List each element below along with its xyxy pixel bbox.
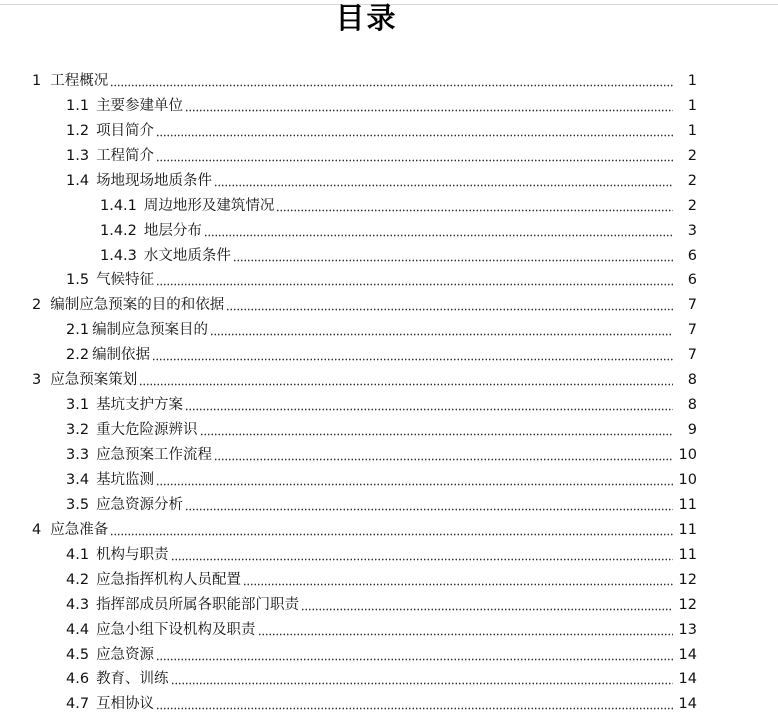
toc-entry-number: 3.5 <box>66 496 90 513</box>
toc-entry-page-number: 14 <box>678 696 697 713</box>
toc-entry-number: 4.1 <box>66 546 90 563</box>
toc-dot-leader <box>276 209 673 212</box>
toc-dot-leader <box>156 658 673 661</box>
toc-entry-number: 4.2 <box>66 571 90 588</box>
toc-dot-leader <box>301 608 673 611</box>
toc-dot-leader <box>156 283 673 286</box>
toc-entry[interactable] <box>0 68 778 93</box>
toc-entry[interactable] <box>0 367 778 392</box>
toc-dot-leader <box>243 583 673 586</box>
toc-entry-title: 应急准备 <box>50 521 109 538</box>
toc-entry-number: 4.6 <box>66 671 90 688</box>
toc-dot-leader <box>139 383 673 386</box>
toc-entry-title: 互相协议 <box>96 696 155 713</box>
toc-entry[interactable] <box>0 243 778 268</box>
toc-dot-leader <box>171 682 673 685</box>
toc-entry-page-number: 1 <box>687 97 697 114</box>
toc-entry[interactable] <box>0 567 778 592</box>
toc-entry[interactable] <box>0 467 778 492</box>
toc-entry[interactable] <box>0 317 778 342</box>
toc-entry-title: 周边地形及建筑情况 <box>143 197 275 214</box>
toc-entry-page-number: 7 <box>687 322 697 339</box>
toc-dot-leader <box>156 159 673 162</box>
toc-entry-title: 重大危险源辨识 <box>96 422 198 439</box>
toc-entry-title: 应急预案策划 <box>50 372 138 389</box>
toc-entry-number: 1.3 <box>66 147 90 164</box>
toc-entry[interactable] <box>0 168 778 193</box>
toc-entry[interactable] <box>0 417 778 442</box>
toc-entry-number: 1.4 <box>66 172 90 189</box>
toc-entry-number: 2 <box>32 297 42 314</box>
toc-entry-title: 气候特征 <box>96 272 155 289</box>
toc-entry-page-number: 2 <box>687 172 697 189</box>
toc-entry-page-number: 7 <box>687 347 697 364</box>
toc-entry-number: 1.5 <box>66 272 90 289</box>
toc-dot-leader <box>110 533 673 536</box>
toc-entry[interactable] <box>0 442 778 467</box>
toc-entry[interactable] <box>0 392 778 417</box>
toc-entry-page-number: 6 <box>687 247 697 264</box>
toc-dot-leader <box>185 408 673 411</box>
toc-entry-number: 1.4.2 <box>100 222 137 239</box>
toc-entry-page-number: 1 <box>687 72 697 89</box>
toc-dot-leader <box>185 508 673 511</box>
toc-entry-number: 1.1 <box>66 97 90 114</box>
toc-entry-title: 编制依据 <box>92 347 151 364</box>
toc-entry-number: 1.2 <box>66 122 90 139</box>
toc-entry-page-number: 7 <box>687 297 697 314</box>
toc-dot-leader <box>200 433 673 436</box>
toc-entry-page-number: 12 <box>678 596 697 613</box>
toc-dot-leader <box>210 333 673 336</box>
toc-entry[interactable] <box>0 667 778 692</box>
toc-entry-title: 应急资源分析 <box>96 496 184 513</box>
toc-entry-page-number: 14 <box>678 646 697 663</box>
toc-entry-page-number: 6 <box>687 272 697 289</box>
toc-dot-leader <box>233 259 673 262</box>
toc-entry[interactable] <box>0 642 778 667</box>
toc-entry[interactable] <box>0 592 778 617</box>
toc-entry-page-number: 1 <box>687 122 697 139</box>
toc-entry-title: 地层分布 <box>143 222 202 239</box>
toc-entry-page-number: 2 <box>687 197 697 214</box>
toc-entry-number: 2.2 <box>66 347 90 364</box>
toc-entry-page-number: 12 <box>678 571 697 588</box>
toc-entry-number: 1.4.3 <box>100 247 137 264</box>
toc-entry-title: 项目简介 <box>96 122 155 139</box>
toc-entry-page-number: 13 <box>678 621 697 638</box>
toc-entry[interactable] <box>0 517 778 542</box>
toc-dot-leader <box>156 483 673 486</box>
toc-entry-number: 3.1 <box>66 397 90 414</box>
toc-entry-number: 1 <box>32 72 42 89</box>
toc-entry[interactable] <box>0 292 778 317</box>
toc-entry-title: 场地现场地质条件 <box>96 172 213 189</box>
toc-dot-leader <box>110 84 673 87</box>
toc-entry-page-number: 10 <box>678 447 697 463</box>
toc-entry-title: 应急资源 <box>96 646 155 663</box>
toc-entry[interactable] <box>0 268 778 293</box>
toc-entry[interactable] <box>0 93 778 118</box>
toc-entry-number: 4.3 <box>66 596 90 613</box>
toc-entry-title: 编制应急预案的目的和依据 <box>50 297 225 314</box>
toc-entry-title: 教育、训练 <box>96 671 169 688</box>
toc-dot-leader <box>204 234 673 237</box>
toc-entry[interactable] <box>0 691 778 716</box>
page-title: 目录 <box>335 1 398 35</box>
toc-entry-number: 4 <box>32 521 42 538</box>
toc-dot-leader <box>152 358 673 361</box>
toc-entry[interactable] <box>0 143 778 168</box>
toc-entry-title: 基坑监测 <box>96 471 155 488</box>
toc-entry-title: 基坑支护方案 <box>96 397 184 414</box>
toc-entry-number: 3.3 <box>66 447 90 463</box>
toc-entry-title: 应急预案工作流程 <box>96 447 213 463</box>
toc-entry[interactable] <box>0 193 778 218</box>
toc-entry-page-number: 11 <box>678 546 697 563</box>
toc-entry-title: 主要参建单位 <box>96 97 184 114</box>
toc-dot-leader <box>214 458 673 461</box>
toc-dot-leader <box>156 707 673 710</box>
toc-entry-page-number: 14 <box>678 671 697 688</box>
toc-entry-title: 机构与职责 <box>96 546 169 563</box>
toc-entry-title: 工程概况 <box>50 72 109 89</box>
toc-entry-title: 工程简介 <box>96 147 155 164</box>
toc-entry-page-number: 11 <box>678 521 697 538</box>
toc-entry[interactable] <box>0 617 778 642</box>
toc-entry[interactable] <box>0 218 778 243</box>
toc-entry-page-number: 3 <box>687 222 697 239</box>
toc-dot-leader <box>185 109 673 112</box>
toc-entry-page-number: 8 <box>687 397 697 414</box>
toc-dot-leader <box>214 184 673 187</box>
toc-entry[interactable] <box>0 342 778 367</box>
toc-entry-title: 应急指挥机构人员配置 <box>96 571 242 588</box>
toc-entry-title: 水文地质条件 <box>143 247 231 264</box>
toc-entry[interactable] <box>0 542 778 567</box>
toc-entry-number: 3 <box>32 372 42 389</box>
toc-entry-number: 4.4 <box>66 621 90 638</box>
toc-entry[interactable] <box>0 492 778 517</box>
toc-entry-title: 应急小组下设机构及职责 <box>96 621 256 638</box>
toc-entry-page-number: 11 <box>678 496 697 513</box>
toc-entry-number: 4.5 <box>66 646 90 663</box>
toc-entry[interactable] <box>0 118 778 143</box>
toc-dot-leader <box>226 308 673 311</box>
toc-dot-leader <box>171 558 673 561</box>
toc-dot-leader <box>258 633 673 636</box>
toc-entry-title: 编制应急预案目的 <box>92 322 209 339</box>
toc-entry-page-number: 9 <box>687 422 697 439</box>
toc-entry-number: 3.4 <box>66 471 90 488</box>
toc-entry-title: 指挥部成员所属各职能部门职责 <box>96 596 300 613</box>
toc-entry-number: 3.2 <box>66 422 90 439</box>
toc-entry-number: 1.4.1 <box>100 197 137 214</box>
toc-entry-number: 4.7 <box>66 696 90 713</box>
toc-entry-number: 2.1 <box>66 322 90 339</box>
toc-entry-page-number: 2 <box>687 147 697 164</box>
table-of-contents <box>0 68 778 716</box>
toc-entry-page-number: 10 <box>678 471 697 488</box>
toc-entry-page-number: 8 <box>687 372 697 389</box>
toc-dot-leader <box>156 134 673 137</box>
